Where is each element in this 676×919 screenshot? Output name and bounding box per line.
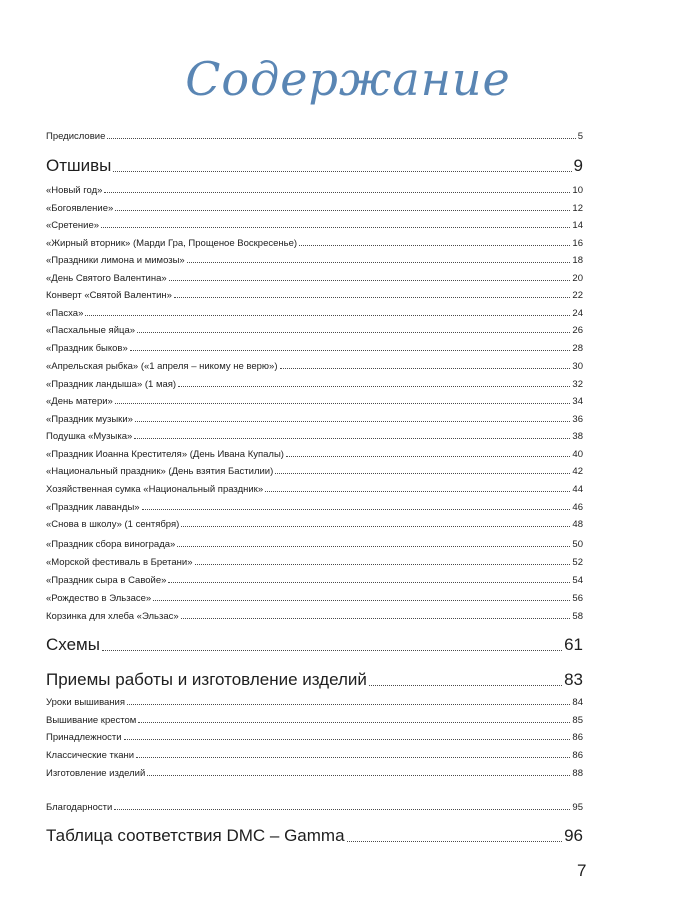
dot-leader	[153, 600, 570, 601]
toc-entry-page: 14	[572, 220, 583, 231]
toc-entry-label: «Праздник сыра в Савойе»	[46, 575, 167, 586]
dot-leader	[195, 564, 571, 565]
dot-leader	[127, 704, 570, 705]
toc-entry-page: 36	[572, 414, 583, 425]
toc-entry[interactable]	[46, 484, 583, 495]
toc-entry[interactable]	[46, 502, 583, 513]
dot-leader	[369, 685, 562, 686]
toc-entry[interactable]	[46, 156, 583, 176]
toc-entry-label: Благодарности	[46, 802, 113, 813]
toc-entry-label: Отшивы	[46, 156, 112, 175]
dot-leader	[142, 509, 571, 510]
toc-entry-page: 42	[572, 466, 583, 477]
dot-leader	[181, 618, 571, 619]
dot-leader	[101, 227, 570, 228]
toc-entry-label: «День Святого Валентина»	[46, 273, 167, 284]
toc-entry[interactable]	[46, 466, 583, 477]
dot-leader	[85, 315, 570, 316]
dot-leader	[137, 332, 570, 333]
dot-leader	[169, 280, 571, 281]
toc-entry-label: «Праздник лаванды»	[46, 502, 140, 513]
toc-entry-page: 52	[572, 557, 583, 568]
dot-leader	[115, 210, 570, 211]
toc-entry-page: 34	[572, 396, 583, 407]
toc-entry-label: «Праздник ландыша» (1 мая)	[46, 379, 177, 390]
dot-leader	[147, 775, 570, 776]
toc-entry[interactable]	[46, 131, 583, 142]
toc-entry[interactable]	[46, 635, 583, 655]
toc-entry-label: «Праздник Иоанна Крестителя» (День Ивана Купалы)	[46, 449, 284, 460]
dot-leader	[114, 809, 570, 810]
toc-entry[interactable]	[46, 539, 583, 550]
toc-entry-page: 9	[573, 156, 583, 175]
toc-entry-page: 28	[572, 343, 583, 354]
dot-leader	[115, 403, 571, 404]
toc-entry-page: 83	[564, 670, 583, 689]
toc-entry-page: 86	[572, 732, 583, 743]
toc-entry[interactable]	[46, 238, 583, 249]
toc-entry[interactable]	[46, 611, 583, 622]
dot-leader	[174, 297, 570, 298]
toc-entry[interactable]	[46, 431, 583, 442]
toc-entry-page: 16	[572, 238, 583, 249]
toc-entry[interactable]	[46, 361, 583, 372]
toc-entry-label: «Новый год»	[46, 185, 103, 196]
toc-entry-page: 84	[572, 697, 583, 708]
toc-entry-label: Изготовление изделий	[46, 768, 146, 779]
toc-entry-label: «Жирный вторник» (Марди Гра, Прощеное Воскресенье)	[46, 238, 298, 249]
toc-entry-page: 58	[572, 611, 583, 622]
toc-entry[interactable]	[46, 185, 583, 196]
dot-leader	[107, 138, 575, 139]
toc-entry-page: 18	[572, 255, 583, 266]
toc-entry[interactable]	[46, 697, 583, 708]
toc-entry-page: 20	[572, 273, 583, 284]
toc-entry-label: «Сретение»	[46, 220, 100, 231]
toc-entry-page: 44	[572, 484, 583, 495]
toc-entry-page: 46	[572, 502, 583, 513]
toc-entry-page: 5	[577, 131, 583, 142]
toc-entry-page: 12	[572, 203, 583, 214]
toc-entry[interactable]	[46, 379, 583, 390]
dot-leader	[136, 757, 570, 758]
dot-leader	[104, 192, 570, 193]
toc-entry-page: 85	[572, 715, 583, 726]
dot-leader	[130, 350, 571, 351]
toc-entry-label: Приемы работы и изготовление изделий	[46, 670, 367, 689]
toc-entry-page: 86	[572, 750, 583, 761]
toc-entry-label: «Праздник быков»	[46, 343, 128, 354]
toc-entry[interactable]	[46, 802, 583, 813]
toc-entry-label: «Рождество в Эльзасе»	[46, 593, 152, 604]
toc-entry[interactable]	[46, 593, 583, 604]
toc-entry[interactable]	[46, 575, 583, 586]
toc-entry[interactable]	[46, 220, 583, 231]
dot-leader	[102, 650, 562, 651]
dot-leader	[135, 421, 570, 422]
toc-entry-label: Подушка «Музыка»	[46, 431, 133, 442]
toc-entry-page: 22	[572, 290, 583, 301]
toc-entry-label: Предисловие	[46, 131, 106, 142]
toc-entry-label: «Апрельская рыбка» («1 апреля – никому не верю»)	[46, 361, 278, 372]
toc-entry-label: «Пасхальные яйца»	[46, 325, 136, 336]
toc-entry-label: Таблица соответствия DMC – Gamma	[46, 826, 345, 845]
toc-entry-label: Вышивание крестом	[46, 715, 137, 726]
dot-leader	[299, 245, 570, 246]
toc-entry[interactable]	[46, 750, 583, 761]
toc-entry-page: 96	[564, 826, 583, 845]
toc-entry-label: Уроки вышивания	[46, 697, 126, 708]
toc-entry[interactable]	[46, 715, 583, 726]
toc-entry-page: 40	[572, 449, 583, 460]
toc-entry-page: 10	[572, 185, 583, 196]
toc-entry-page: 32	[572, 379, 583, 390]
dot-leader	[280, 368, 571, 369]
toc-entry-label: «Морской фестиваль в Бретани»	[46, 557, 193, 568]
dot-leader	[178, 386, 570, 387]
toc-entry-label: Принадлежности	[46, 732, 122, 743]
dot-leader	[347, 841, 563, 842]
toc-entry[interactable]	[46, 273, 583, 284]
toc-entry-label: «Снова в школу» (1 сентября)	[46, 519, 180, 530]
toc-entry-page: 54	[572, 575, 583, 586]
toc-entry[interactable]	[46, 414, 583, 425]
toc-entry-page: 38	[572, 431, 583, 442]
toc-entry[interactable]	[46, 826, 583, 846]
page-number: 7	[577, 861, 587, 880]
toc-entry[interactable]	[46, 255, 583, 266]
dot-leader	[177, 546, 570, 547]
toc-entry[interactable]	[46, 325, 583, 336]
toc-entry[interactable]	[46, 308, 583, 319]
toc-entry[interactable]	[46, 396, 583, 407]
toc-entry-label: «Богоявление»	[46, 203, 114, 214]
toc-entry-label: «Праздник сбора винограда»	[46, 539, 176, 550]
dot-leader	[124, 739, 571, 740]
toc-entry-label: «Праздник музыки»	[46, 414, 133, 425]
dot-leader	[275, 473, 570, 474]
dot-leader	[138, 722, 570, 723]
toc-entry-page: 61	[564, 635, 583, 654]
page-title: Содержание	[185, 52, 511, 106]
toc-entry-label: Схемы	[46, 635, 100, 654]
toc-entry-page: 24	[572, 308, 583, 319]
toc-entry-page: 56	[572, 593, 583, 604]
dot-leader	[187, 262, 571, 263]
toc-entry-page: 50	[572, 539, 583, 550]
dot-leader	[168, 582, 570, 583]
toc-entry-page: 30	[572, 361, 583, 372]
toc-entry-label: Хозяйственная сумка «Национальный праздник»	[46, 484, 264, 495]
toc-entry-page: 95	[572, 802, 583, 813]
toc-entry-label: «День матери»	[46, 396, 113, 407]
toc-entry-page: 88	[572, 768, 583, 779]
toc-entry[interactable]	[46, 670, 583, 690]
toc-entry[interactable]	[46, 768, 583, 779]
toc-entry[interactable]	[46, 290, 583, 301]
toc-entry[interactable]	[46, 732, 583, 743]
dot-leader	[181, 526, 570, 527]
toc-entry[interactable]	[46, 449, 583, 460]
toc-entry-page: 48	[572, 519, 583, 530]
toc-entry[interactable]	[46, 557, 583, 568]
toc-entry-label: «Праздники лимона и мимозы»	[46, 255, 185, 266]
dot-leader	[286, 456, 570, 457]
toc-entry-label: «Национальный праздник» (День взятия Бастилии)	[46, 466, 274, 477]
toc-entry-label: Корзинка для хлеба «Эльзас»	[46, 611, 179, 622]
toc-entry-label: Конверт «Святой Валентин»	[46, 290, 172, 301]
toc-entry[interactable]	[46, 343, 583, 354]
dot-leader	[265, 491, 570, 492]
toc-entry[interactable]	[46, 203, 583, 214]
toc-entry[interactable]	[46, 519, 583, 530]
toc-entry-label: Классические ткани	[46, 750, 135, 761]
toc-entry-page: 26	[572, 325, 583, 336]
dot-leader	[113, 171, 571, 172]
toc-entry-label: «Пасха»	[46, 308, 84, 319]
dot-leader	[134, 438, 570, 439]
